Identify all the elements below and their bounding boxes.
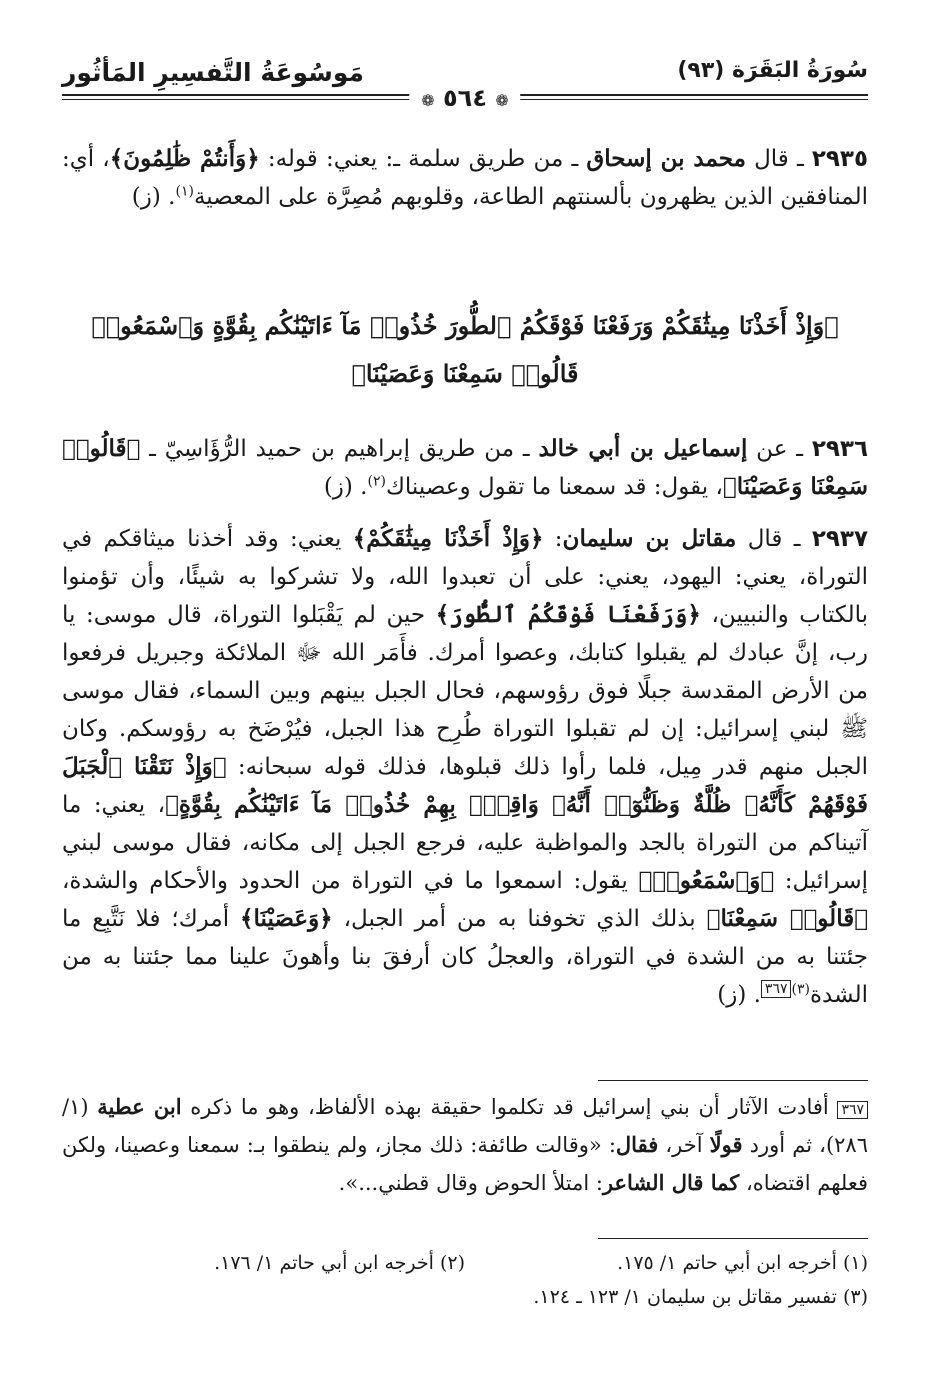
commentary-text: : امتلأ الحوض وقال قطني...». bbox=[338, 1171, 603, 1195]
ornament-icon: ❁ bbox=[495, 91, 509, 110]
footnote-ref[interactable]: (٢) bbox=[367, 473, 386, 490]
footnote-row bbox=[62, 1280, 868, 1314]
book-title: مَوسُوعَةُ التَّفسِيرِ المَأثُور bbox=[62, 58, 364, 87]
ornament-icon: ❁ bbox=[421, 91, 435, 110]
page-number: ٥٦٤ bbox=[443, 84, 487, 112]
entry-text: بذلك الذي تخوفنا به من أمر الجبل، bbox=[332, 906, 707, 932]
commentary-bold: قولًا bbox=[709, 1132, 743, 1157]
footnotes bbox=[62, 1246, 868, 1314]
quran-quote: ﴿قَالُوا۟ سَمِعْنَا﴾ bbox=[706, 905, 868, 932]
entry-text: ـ قال bbox=[736, 526, 812, 552]
surah-title: سُورَةُ البَقَرَة (٩٣) bbox=[677, 58, 868, 83]
footnote-1: (١) أخرجه ابن أبي حاتم ١/ ١٧٥. bbox=[617, 1252, 868, 1274]
footnote-divider bbox=[598, 1238, 868, 1239]
entry-text: ، يعني: ما آتيناكم من التوراة بالجد والمواظبة عليه، فرجع الجبل إلى مكانه، فقال موسى لبني إسرائيل: bbox=[62, 792, 869, 894]
entry-text: ـ من طريق سلمة ـ: يعني: قوله: bbox=[259, 146, 587, 172]
commentary-text: : «وقالت طائفة: ذلك مجاز، ولم ينطقوا بـ: سمعنا وعصينا، ولكن فعلهم اقتضاه، bbox=[62, 1133, 868, 1195]
entry-end: . (ز) bbox=[323, 474, 368, 500]
commentary-number-box: ٣٦٧ bbox=[837, 1101, 868, 1119]
verse-block: ﴿وَإِذْ أَخَذْنَا مِيثَٰقَكُمْ وَرَفَعْنَا فَوْقَكُمُ ٱلطُّورَ خُذُوا۟ مَآ ءَاتَيْنَٰكُم بِقُوَّةٍ وَٱسْمَعُوا۟ قَالُوا۟ سَمِعْنَا وَعَصَيْنَا﴾ bbox=[91, 311, 839, 388]
commentary-bold: فقال bbox=[615, 1132, 659, 1157]
footnote-3: (٣) تفسير مقاتل بن سليمان ١/ ١٢٣ ـ ١٢٤. bbox=[533, 1286, 868, 1308]
page-number-group bbox=[409, 84, 520, 112]
footnote-ref[interactable]: (٣) bbox=[791, 981, 810, 998]
narrator-name: إسماعيل بن أبي خالد bbox=[538, 435, 748, 462]
commentary-text: آخر، bbox=[658, 1133, 710, 1157]
footnote-ref[interactable]: (١) bbox=[175, 183, 194, 200]
quran-quote: ﴿وَرَفَعْنَا فَوْقَكُمُ ٱلطُّورَ﴾ bbox=[435, 601, 701, 628]
entry-text: أمرك؛ فلا نَتَّبِع ما جئتنا به من الشدة في التوراة، والعجلُ كان أرفقَ بنا وأهونَ علينا مما جئتنا به من الشدة bbox=[62, 906, 868, 1008]
commentary-divider bbox=[598, 1080, 868, 1081]
page-header bbox=[62, 50, 868, 112]
entry-number: ٢٩٣٧ bbox=[811, 526, 868, 552]
commentary-bold: كما قال الشاعر bbox=[602, 1170, 740, 1195]
footnote-row bbox=[62, 1246, 868, 1280]
entry-text: : bbox=[543, 526, 563, 552]
quran-quote: ﴿وَأَنتُمْ ظَٰلِمُونَ﴾ bbox=[109, 145, 260, 172]
entry-2937 bbox=[62, 520, 868, 1014]
commentary-bold: ابن عطية bbox=[97, 1094, 182, 1119]
quran-quote: ﴿قَالُوا۟ سَمِعْنَا وَعَصَيْنَا﴾ bbox=[62, 435, 868, 500]
entry-text: يعني: وقد أخذنا ميثاقكم في التوراة، يعني: اليهود، يعني: على أن تعبدوا الله، ولا تشركوا به شيئًا، وأن تؤمنوا بالكتاب والنبيين، bbox=[62, 526, 868, 628]
entry-end: . (ز) bbox=[131, 184, 176, 210]
entry-number: ٢٩٣٥ bbox=[811, 146, 868, 172]
entry-2935 bbox=[62, 140, 868, 216]
entry-2936 bbox=[62, 430, 868, 506]
narrator-name: مقاتل بن سليمان bbox=[562, 525, 737, 552]
entry-text: ، يقول: قد سمعنا ما تقول وعصيناك bbox=[385, 474, 723, 500]
entry-text: يقول: اسمعوا ما في التوراة من الحدود والأحكام والشدة، bbox=[62, 868, 639, 894]
commentary-text: (١/ ٢٨٦)، ثم أورد bbox=[62, 1095, 868, 1157]
quran-quote: ﴿وَإِذْ نَتَقْنَا ٱلْجَبَلَ فَوْقَهُمْ كَأَنَّهُۥ ظُلَّةٌ وَظَنُّوٓا۟ أَنَّهُۥ وَاقِعٌۢ بِهِمْ خُذُوا۟ مَآ ءَاتَيْنَٰكُم بِقُوَّةٍ﴾ bbox=[62, 753, 869, 818]
entry-number: ٢٩٣٦ bbox=[811, 436, 868, 462]
footnote-2: (٢) أخرجه ابن أبي حاتم ١/ ١٧٦. bbox=[214, 1252, 465, 1274]
quran-quote: ﴿وَإِذْ أَخَذْنَا مِيثَٰقَكُمْ﴾ bbox=[352, 525, 544, 552]
entry-text: ـ من طريق إبراهيم بن حميد الرُّؤَاسِيّ ـ bbox=[140, 436, 539, 462]
commentary-note bbox=[62, 1088, 868, 1202]
entry-end: . (ز) bbox=[717, 982, 761, 1008]
narrator-name: محمد بن إسحاق bbox=[586, 145, 746, 172]
commentary-text: أفادت الآثار أن بني إسرائيل قد تكلموا حقيقة بهذه الألفاظ، وهو ما ذكره bbox=[181, 1095, 838, 1119]
quran-quote: ﴿وَٱسْمَعُوا۟﴾ bbox=[638, 867, 775, 894]
entry-text: حين لم يَقْبَلوا التوراة، قال موسى: يا رب، إنَّ عبادك لم يقبلوا كتابك، وعصوا أمرك. فأَمَر الله ﷻ الملائكة وجبريل فرفعوا من الأرض المقدسة جبلًا فوق رؤوسهم، فحال الجبل بينهم وبين السماء، فقال موسى ﷺ لبني إسرائيل: إن لم تقبلوا التوراة طُرِح هذا الجبل، فيُرْضَخ به رؤوسكم. وكان الجبل منهم قدر مِيل، فلما رأوا ذلك قبلوها، فذلك قوله سبحانه: bbox=[62, 602, 868, 780]
quran-quote: ﴿وَعَصَيْنَا﴾ bbox=[240, 905, 333, 932]
commentary-ref-box[interactable]: ٣٦٧ bbox=[761, 980, 792, 998]
entry-text: ـ قال bbox=[745, 146, 812, 172]
entry-text: ـ عن bbox=[747, 436, 812, 462]
entry-text: ، أي: المنافقين الذين يظهرون بألسنتهم الطاعة، وقلوبهم مُصِرَّة على المعصية bbox=[62, 146, 868, 210]
